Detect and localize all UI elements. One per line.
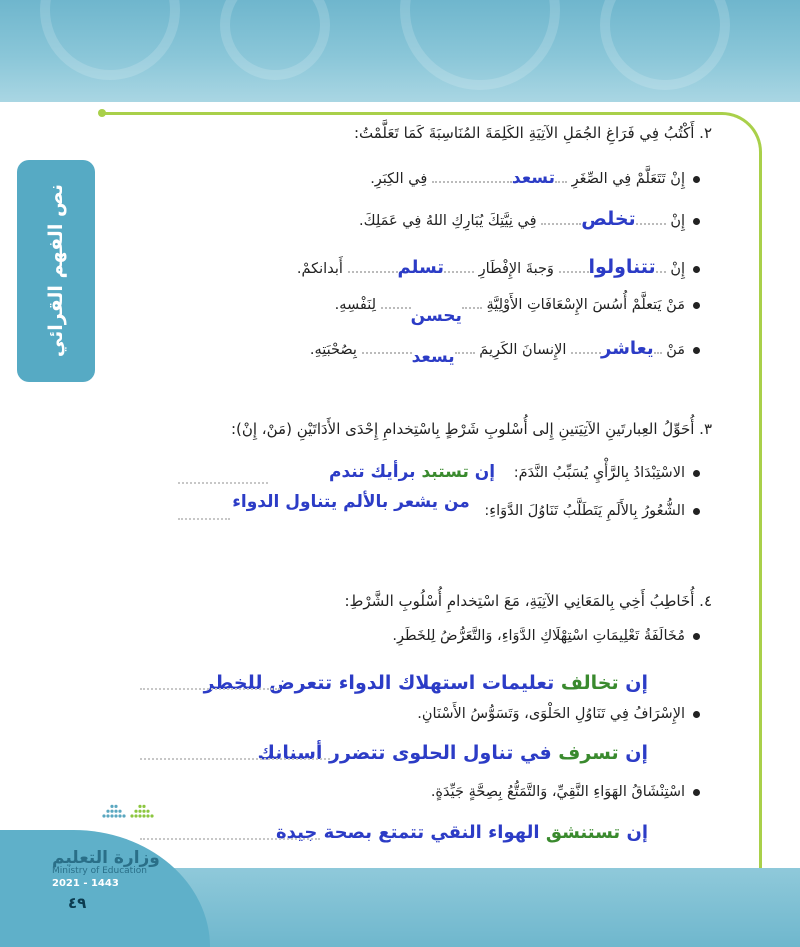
q2-prompt: ٢. أَكْتُبُ فِي فَرَاغِ الجُمَلِ الآتِيَةِ الكَلِمَةَ المُنَاسِبَةَ كَمَا تَعَلَّمْتُ: — [353, 124, 712, 142]
answer: يسعد — [411, 347, 455, 367]
answer-line — [178, 518, 230, 520]
bullet — [693, 789, 700, 796]
answer-line — [140, 838, 320, 840]
answer-line — [178, 482, 268, 484]
q3-prompt: ٣. أُحَوِّلُ العِبارتَينِ الآتِيَتينِ إِلى أُسْلوبِ شَرْطٍ بِاسْتِخدامِ إِحْدَى الأَدَاتَيْنِ (مَنْ، إِنْ): — [230, 420, 712, 438]
bullet — [693, 176, 700, 183]
q4-answer-3: إن تستنشق الهواء النقي تتمتع بصحة جيدة — [276, 822, 648, 843]
q3-item-2: الشُّعُورُ بِالأَلَمِ يَتَطَلَّبُ تَنَاوُلَ الدَّوَاءِ: من يشعر بالألم يتناول الدواء — [232, 500, 700, 520]
header-band — [0, 0, 800, 102]
logo-subtitle: Ministry of Education — [52, 866, 147, 876]
bullet — [693, 266, 700, 273]
answer-line — [140, 758, 330, 760]
section-tab — [17, 160, 95, 382]
bullet — [693, 711, 700, 718]
bullet — [693, 218, 700, 225]
q4-answer-2: إن تسرف في تناول الحلوى تتضرر أسنانك — [257, 742, 648, 764]
q4-item-1: مُخَالَفَةُ تَعْلِيمَاتِ اسْتِهْلَاكِ الدَّوَاءِ، وَالتَّعَرُّضُ لِلخَطَرِ. — [392, 628, 700, 644]
bullet — [693, 633, 700, 640]
q2-item-4: مَنْ يَتعلَّمْ أُسُسَ الإِسْعَافَاتِ الأَوْلِيَّةِ يحسن لِنَفْسِهِ. — [335, 294, 700, 314]
answer: تسعد — [511, 168, 555, 188]
q4-item-3: اسْتِنْشَاقُ الهَوَاءِ النَّقِيِّ، وَالتَّمَتُّعُ بِصِحَّةٍ جَيِّدَةٍ. — [431, 784, 700, 800]
answer: تسلم — [397, 257, 445, 278]
q2-item-2: إِنْ تخلص فِي نِيَّتِكَ يُبَارِكِ اللهُ فِي عَمَلِكَ. — [359, 208, 700, 230]
answer-line — [140, 688, 280, 690]
bullet — [693, 508, 700, 515]
answer: يعاشر — [601, 338, 654, 359]
q2-item-5: مَنْ يعاشر الإِنسانَ الكَرِيمَ يسعد بِصُحْبَتِهِ. — [310, 338, 700, 359]
q4-answer-1: إن تخالف تعليمات استهلاك الدواء تتعرض للخطر — [203, 672, 648, 694]
q3-item-1: الاسْتِبْدَادُ بِالرَّأْيِ يُسَبِّبُ النَّدَمَ: إن تستبد برأيك تندم — [329, 462, 700, 482]
section-tab-label: نص الفهم القرائي — [45, 184, 67, 358]
ministry-logo-icon — [95, 800, 165, 840]
answer: تخلص — [581, 208, 636, 230]
answer: تتناولوا — [588, 256, 656, 278]
bullet — [693, 470, 700, 477]
q2-item-3: إِنْ تتناولوا وَجبةَ الإِفْطَارِ تسلم أَبدانكمْ. — [297, 256, 700, 278]
logo-years: 2021 - 1443 — [52, 878, 119, 889]
q2-item-1: إِنْ تَتَعَلَّمْ فِي الصِّغَرِ تسعد فِي الكِبَرِ. — [370, 168, 700, 188]
bullet — [693, 302, 700, 309]
bullet — [693, 347, 700, 354]
q4-prompt: ٤. أُخَاطِبُ أَخِي بِالمَعَانِي الآتِيَةِ، مَعَ اسْتِخدامِ أُسْلُوبِ الشَّرْطِ: — [344, 592, 712, 610]
page-number: ٤٩ — [68, 894, 87, 912]
answer: من يشعر بالألم يتناول الدواء — [232, 492, 470, 512]
answer: إن تستبد برأيك تندم — [329, 462, 496, 482]
q4-item-2: الإِسْرَافُ فِي تَنَاوُلِ الحَلْوَى، وَتَسَوُّسُ الأَسْنَانِ. — [417, 706, 700, 722]
logo-title: وزارة التعليم — [52, 848, 160, 868]
answer: يحسن — [410, 306, 462, 326]
